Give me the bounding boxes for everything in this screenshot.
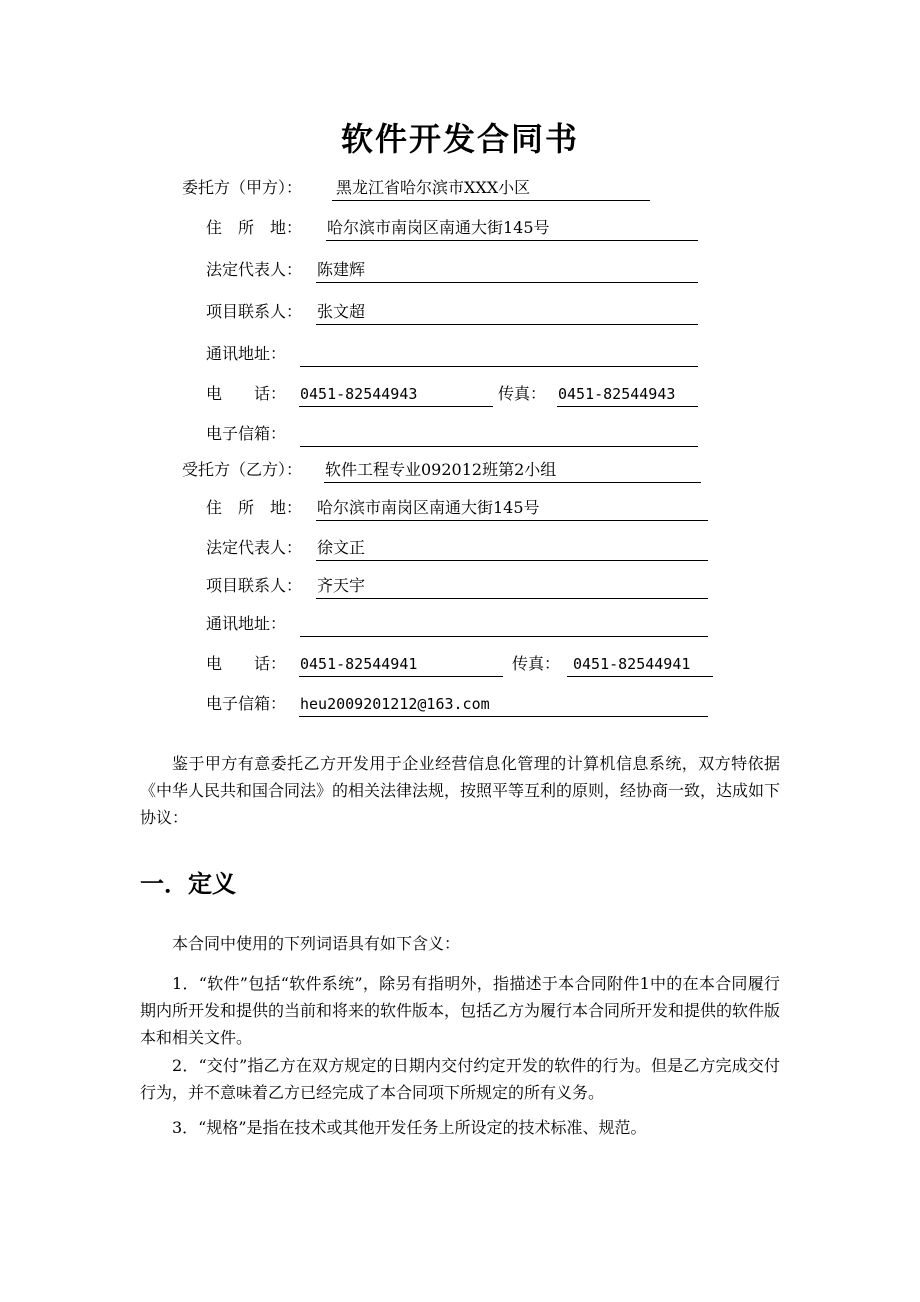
party-a-email-row <box>206 420 698 448</box>
party-a-contact-row <box>206 298 698 326</box>
party-b-mail-value <box>300 610 708 637</box>
party-a-email-value <box>300 420 698 447</box>
party-a-phone-value: 0451-82544943 <box>299 380 493 407</box>
party-b-contact-label: 项目联系人： <box>206 576 303 595</box>
preamble-paragraph: 鉴于甲方有意委托乙方开发用于企业经营信息化管理的计算机信息系统，双方特依据《中华人民共和国合同法》的相关法律法规，按照平等互利的原则，经协商一致，达成如下协议： <box>140 754 781 827</box>
party-b-phone-label: 电 话： <box>206 654 287 673</box>
party-b-rep-value: 徐文正 <box>316 534 708 561</box>
section-1-heading: 一．定义 <box>140 870 236 898</box>
document-title: 软件开发合同书 <box>340 120 579 158</box>
party-b-rep-label: 法定代表人： <box>206 538 303 557</box>
party-a-header-label: 委托方（甲方）： <box>182 178 303 197</box>
party-a-contact-label: 项目联系人： <box>206 302 303 321</box>
party-a-mail-row <box>206 340 698 368</box>
party-a-mail-value <box>300 340 698 367</box>
party-b-header-value: 软件工程专业092012班第2小组 <box>324 456 701 483</box>
party-a-rep-value: 陈建辉 <box>316 256 698 283</box>
party-a-email-label: 电子信箱： <box>206 424 287 443</box>
party-b-email-value: heu2009201212@163.com <box>299 690 708 717</box>
definition-item: 3．“规格”是指在技术或其他开发任务上所设定的技术标准、规范。 <box>172 1118 647 1137</box>
party-a-header-row <box>182 174 652 202</box>
party-b-address-value: 哈尔滨市南岗区南通大街145号 <box>316 494 708 521</box>
party-a-mail-label: 通讯地址： <box>206 344 287 363</box>
party-b-rep-row <box>206 534 708 562</box>
party-b-fax-value: 0451-82544941 <box>567 650 713 677</box>
party-b-email-label: 电子信箱： <box>206 694 287 713</box>
party-a-fax-label: 传真： <box>498 384 547 403</box>
party-a-address-row <box>206 214 698 242</box>
party-a-contact-value: 张文超 <box>316 298 698 325</box>
party-b-phone-value: 0451-82544941 <box>299 650 503 677</box>
party-b-header-row <box>182 456 702 484</box>
party-a-rep-label: 法定代表人： <box>206 260 303 279</box>
party-b-contact-row <box>206 572 708 600</box>
party-b-email-row <box>206 690 708 718</box>
party-b-address-label: 住 所 地： <box>206 498 303 517</box>
party-b-fax-label: 传真： <box>512 654 561 673</box>
party-b-phone-row <box>206 650 708 678</box>
party-a-header-value: 黑龙江省哈尔滨市XXX小区 <box>332 174 650 201</box>
definition-item: 2．“交付”指乙方在双方规定的日期内交付约定开发的软件的行为。但是乙方完成交付行为，并不意味着乙方已经完成了本合同项下所规定的所有义务。 <box>140 1056 780 1102</box>
party-b-contact-value: 齐天宇 <box>316 572 708 599</box>
party-b-header-label: 受托方（乙方）： <box>182 460 303 479</box>
party-a-address-label: 住 所 地： <box>206 218 303 237</box>
party-a-address-value: 哈尔滨市南岗区南通大街145号 <box>326 214 698 241</box>
party-b-mail-label: 通讯地址： <box>206 614 287 633</box>
definition-item: 1．“软件”包括“软件系统”，除另有指明外，指描述于本合同附件1中的在本合同履行期内所开发和提供的当前和将来的软件版本，包括乙方为履行本合同所开发和提供的软件版本和相关文件。 <box>140 974 781 1047</box>
party-b-mail-row <box>206 610 708 638</box>
party-a-phone-row <box>206 380 698 408</box>
party-a-fax-value: 0451-82544943 <box>557 380 698 407</box>
section-1-intro: 本合同中使用的下列词语具有如下含义： <box>172 934 461 953</box>
party-a-phone-label: 电 话： <box>206 384 287 403</box>
party-a-rep-row <box>206 256 698 284</box>
party-b-address-row <box>206 494 708 522</box>
